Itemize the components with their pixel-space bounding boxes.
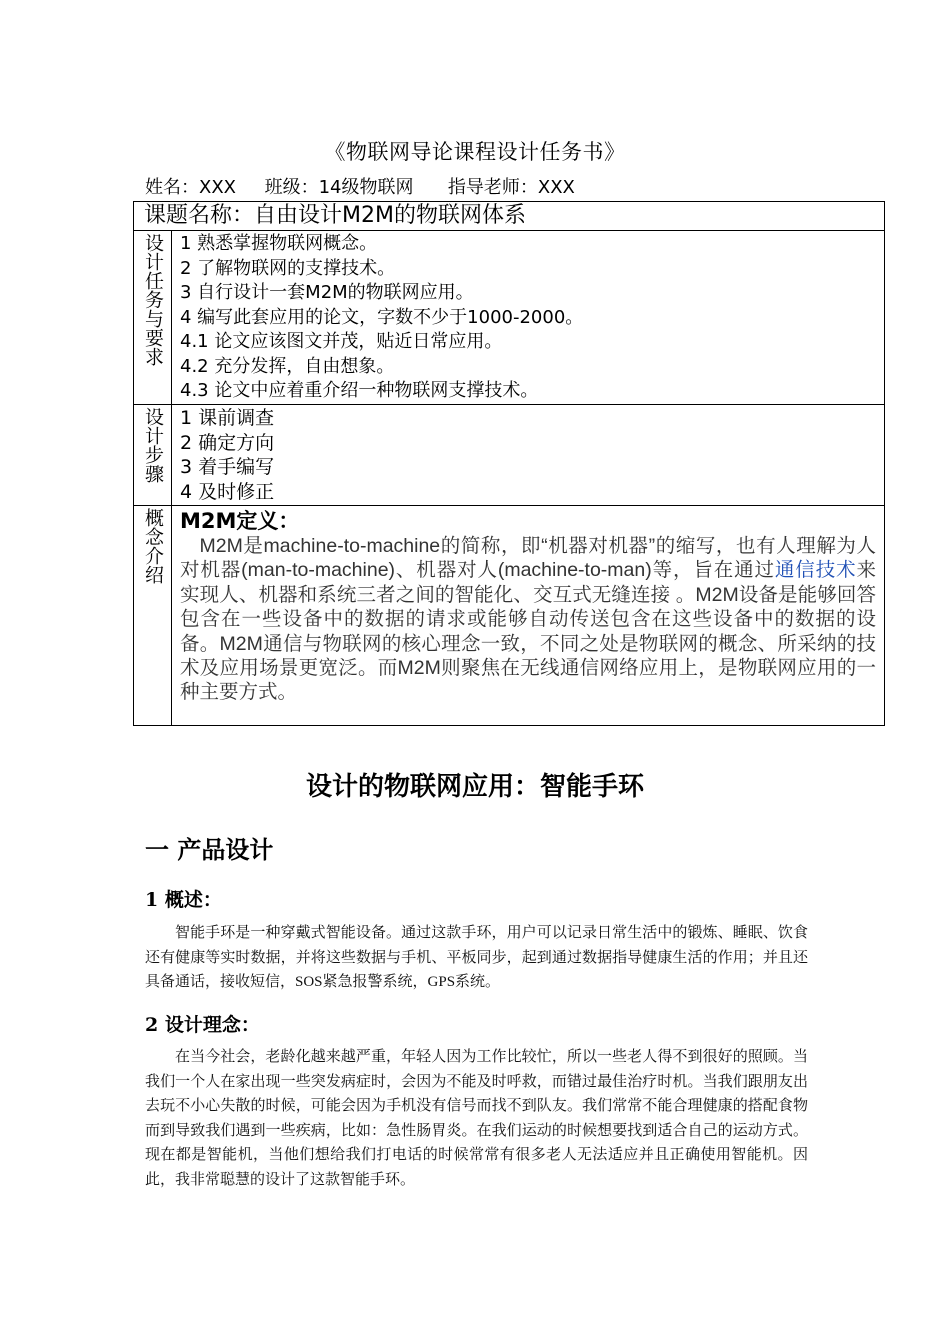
task-item: 2 了解物联网的支撑技术。 [180,257,396,279]
step-item: 1 课前调查 [180,407,275,429]
task-item: 4 编写此套应用的论文，字数不少于1000-2000。 [180,306,584,328]
concept-cell [172,506,885,726]
overview-paragraph: 智能手环是一种穿戴式智能设备。通过这款手环，用户可以记录日常生活中的锻炼、睡眠、饮食还有健康等实时数据，并将这些数据与手机、平板同步，起到通过数据指导健康生活的作用；并且还具备通话，接收短信，SOS紧急报警系统，GPS系统。 [145,925,808,990]
communication-tech-link[interactable]: 通信技术 [774,559,857,582]
design-concept-paragraph: 在当今社会，老龄化越来越严重，年轻人因为工作比较忙，所以一些老人得不到很好的照顾。当我们一个人在家出现一些突发病症时，会因为不能及时呼救，而错过最佳治疗时机。当我们跟朋友出去玩不小心失散的时候，可能会因为手机没有信号而找不到队友。我们常常不能合理健康的搭配食物而到导致我们遇到一些疾病，比如：急性肠胃炎。在我们运动的时候想要找到适合自己的运动方式。现在都是智能机，当他们想给我们打电话的时候常常有很多老人无法适应并且正确使用智能机。因此，我非常聪慧的设计了这款智能手环。 [145,1049,808,1188]
teacher-label: 指导老师： [447,177,538,198]
name-value: XXX [199,177,236,198]
section-heading-product-design: 一 产品设计 [145,835,274,864]
steps-label-cell [134,405,172,506]
overview-heading: 1 概述： [145,889,222,911]
step-item: 2 确定方向 [180,431,275,454]
step-item: 4 及时修正 [180,480,275,503]
class-label: 班级： [264,177,319,198]
concept-heading: M2M定义： [180,509,300,533]
task-item: 1 熟悉掌握物联网概念。 [180,233,378,254]
tasks-label-cell [134,231,172,405]
concept-label: 概念介绍 [142,508,164,584]
topic-cell: 课题名称：自由设计M2M的物联网体系 [134,202,885,231]
concept-body [180,534,876,705]
task-item: 4.2 充分发挥，自由想象。 [180,355,395,377]
steps-label: 设计步骤 [142,407,164,483]
tasks-list [172,231,885,405]
step-item: 3 着手编写 [180,456,275,478]
task-table [133,201,885,726]
concept-text-part: M2M是machine-to-machine的简称，即“机器对机器”的缩写，也有人理解为人对机器(man-to-machine)、机器对人(machine-to-man)等，旨在通过 [180,535,876,582]
document-title: 《物联网导论课程设计任务书》 [324,140,626,164]
steps-list [172,405,885,506]
tasks-label: 设计任务与要求 [142,233,164,366]
app-heading: 设计的物联网应用：智能手环 [305,772,644,802]
student-info-line [145,173,575,199]
class-value: 14级物联网 [318,177,414,198]
design-concept-heading: 2 设计理念： [145,1014,260,1036]
name-label: 姓名： [145,177,199,198]
task-item: 3 自行设计一套M2M的物联网应用。 [180,282,474,303]
concept-label-cell [134,506,172,726]
teacher-value: XXX [537,177,575,198]
concept-text-part: 来实现人、机器和系统三者之间的智能化、交互式无缝连接 。M2M设备是能够回答包含在一些设备中的数据的请求或能够自动传送包含在这些设备中的数据的设备。M2M通信与物联网的核心理念一致，不同之处是物联网的概念、所采纳的技术及应用场景更宽泛。而M2M则聚焦在无线通信网络应用上，是物联网应用的一种主要方式。 [180,559,876,704]
task-item: 4.3 论文中应着重介绍一种物联网支撑技术。 [180,380,539,401]
task-item: 4.1 论文应该图文并茂，贴近日常应用。 [180,331,503,352]
